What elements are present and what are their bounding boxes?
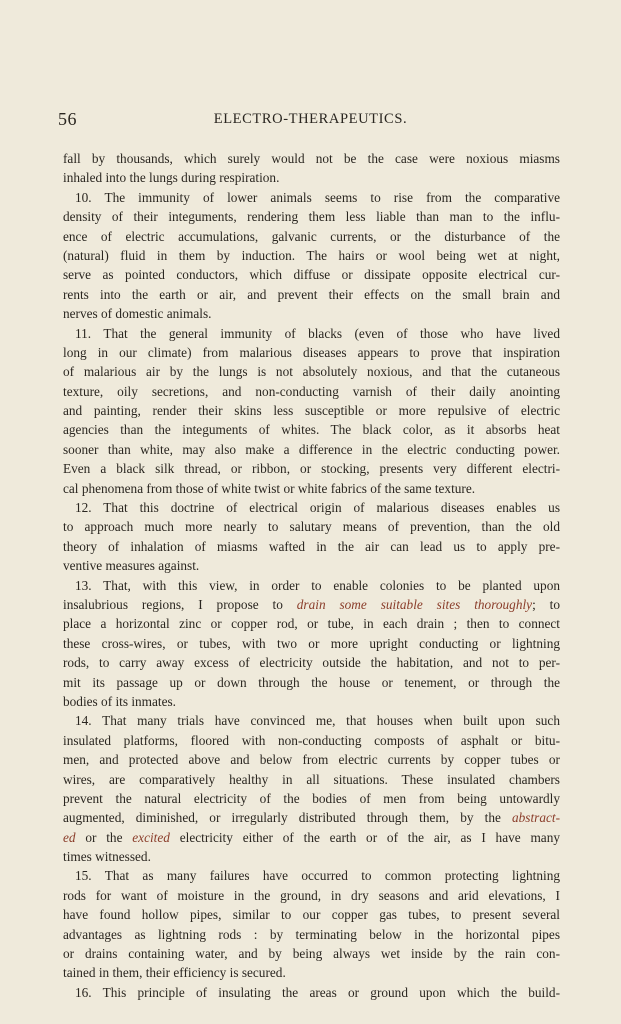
italic-text: excited	[132, 829, 170, 845]
text-line	[63, 828, 560, 847]
text-line: density of their integuments, rendering them less liable than man to the influ-	[63, 209, 560, 225]
text-line: have found hollow pipes, similar to our copper gas tubes, to present several	[63, 907, 560, 923]
text-line: nerves of domestic animals.	[63, 306, 212, 322]
text-line: ventive measures against.	[63, 558, 200, 574]
text-line: rods for want of moisture in the ground, in dry seasons and arid elevations, I	[63, 887, 560, 903]
text-line: of malarious air by the lungs is not absolutely noxious, and that the cutaneous	[63, 364, 560, 380]
text-line: or drains containing water, and by being always wet inside by the rain con-	[63, 946, 560, 962]
page-header	[58, 109, 563, 133]
text-line: sooner than white, may also make a difference in the electric conducting power.	[63, 441, 560, 457]
text-line: inhaled into the lungs during respiration.	[63, 170, 280, 186]
text-line: rods, to carry away excess of electricity outside the habitation, and not to per-	[63, 655, 560, 671]
text-line	[63, 808, 560, 827]
text-line: agencies than the integuments of whites. The black color, as it absorbs heat	[63, 422, 560, 438]
body-text	[63, 149, 560, 1002]
italic-text: abstract-	[511, 810, 560, 826]
text-line: these cross-wires, or tubes, with two or more upright conducting or lightning	[63, 635, 560, 651]
text-line: and painting, render their skins less susceptible or more repulsive of electric	[63, 403, 560, 419]
text-line: advantages as lightning rods : by terminating below in the horizontal pipes	[63, 926, 560, 942]
text-span: electricity either of the earth or of the air, as I have many	[169, 829, 560, 845]
running-title: ELECTRO-THERAPEUTICS.	[213, 111, 408, 127]
text-line: theory of inhalation of miasms wafted in the air can lead us to apply pre-	[63, 538, 560, 554]
text-line: texture, oily secretions, and non-conducting varnish of their daily anointing	[63, 383, 560, 399]
text-line: times witnessed.	[63, 849, 151, 865]
text-line: insulated platforms, floored with non-conducting composts of asphalt or bitu-	[63, 732, 560, 748]
text-line: Even a black silk thread, or ribbon, or stocking, presents very different electri-	[63, 461, 560, 477]
text-line: 16. This principle of insulating the areas or ground upon which the build-	[75, 984, 560, 1000]
text-span: ; to	[532, 596, 561, 612]
text-line: 11. That the general immunity of blacks (even of those who have lived	[75, 325, 560, 341]
text-line: fall by thousands, which surely would not be the case were noxious miasms	[63, 151, 560, 166]
text-line: place a horizontal zinc or copper rod, or tube, in each drain ; then to connect	[63, 616, 560, 632]
text-line: wires, are comparatively healthy in all situations. These insulated chambers	[63, 771, 560, 787]
italic-text: ed	[63, 829, 76, 845]
text-line: men, and protected above and below from electric currents by copper tubes or	[63, 752, 560, 768]
text-line: 13. That, with this view, in order to enable colonies to be planted upon	[75, 577, 560, 593]
text-line: mit its passage up or down through the house or tenement, or through the	[63, 674, 560, 690]
text-line: long in our climate) from malarious diseases appears to prove that inspiration	[63, 344, 560, 360]
text-line: rents into the earth or air, and prevent their effects on the small brain and	[63, 286, 560, 302]
text-line	[63, 595, 560, 614]
page-number: 56	[58, 109, 77, 129]
text-line: serve as pointed conductors, which diffuse or dissipate opposite electrical cur-	[63, 267, 560, 283]
text-line: cal phenomena from those of white twist or white fabrics of the same texture.	[63, 480, 476, 496]
text-line: to approach much more nearly to salutary means of prevention, than the old	[63, 519, 560, 535]
text-line: tained in them, their efficiency is secured.	[63, 965, 286, 981]
text-span: insalubrious regions, I propose to	[63, 596, 297, 612]
text-line: bodies of its inmates.	[63, 693, 177, 709]
text-span: augmented, diminished, or irregularly distributed through them, by the	[63, 810, 512, 826]
text-line: 10. The immunity of lower animals seems to rise from the comparative	[75, 189, 560, 205]
text-line: ence of electric accumulations, galvanic currents, or the disturbance of the	[63, 228, 560, 244]
text-span: or the	[75, 829, 133, 845]
text-line: 12. That this doctrine of electrical origin of malarious diseases enables us	[75, 500, 560, 516]
text-line: (natural) fluid in them by induction. The hairs or wool being wet at night,	[63, 247, 560, 263]
text-line: 15. That as many failures have occurred to common protecting lightning	[75, 868, 560, 884]
italic-text: drain some suitable sites thoroughly	[296, 596, 533, 612]
text-line: prevent the natural electricity of the bodies of men from being untowardly	[63, 790, 560, 806]
text-line: 14. That many trials have convinced me, that houses when built upon such	[75, 713, 560, 729]
